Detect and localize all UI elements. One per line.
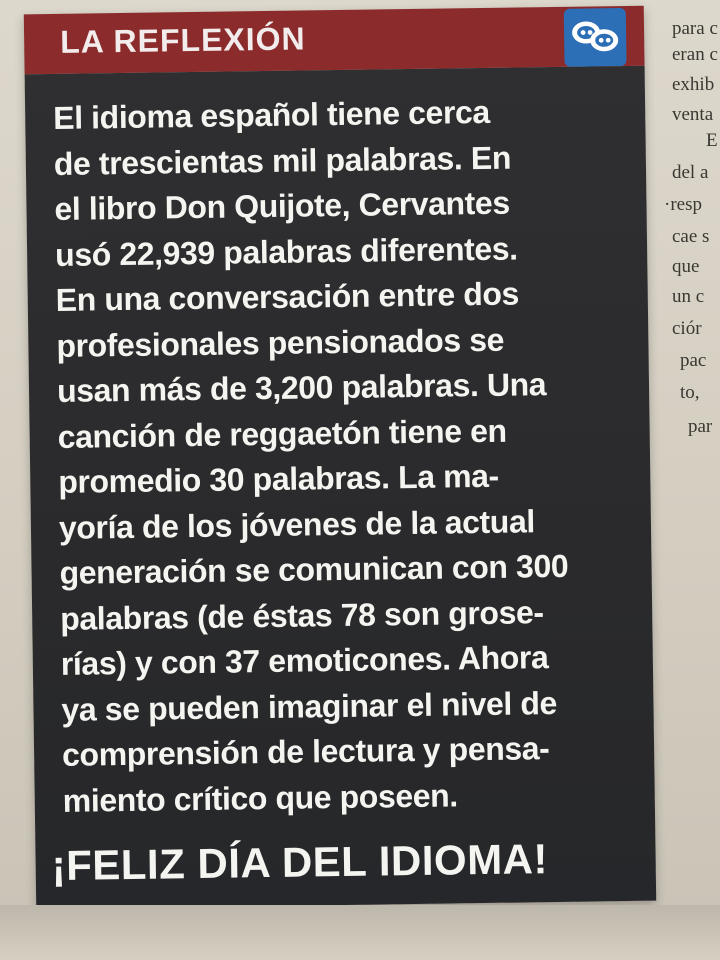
section-title: LA REFLEXIÓN <box>59 20 306 60</box>
side-line: eran c <box>672 44 718 65</box>
body-line: el libro Don Quijote, Cervantes <box>54 184 510 227</box>
body-line: miento crítico que poseen. <box>62 776 458 819</box>
side-line: ciór <box>672 318 702 339</box>
body-line: usan más de 3,200 palabras. Una <box>56 366 547 409</box>
body-line: yoría de los jóvenes de la actual <box>58 502 536 546</box>
side-line: del a <box>672 162 709 183</box>
page-bottom-fold <box>0 905 720 960</box>
chat-bubbles-icon <box>564 8 627 67</box>
side-line: ·resp <box>664 194 702 215</box>
side-line: venta <box>672 104 714 125</box>
body-line: usó 22,939 palabras diferentes. <box>54 230 518 273</box>
side-line: pac <box>680 350 707 371</box>
section-header <box>24 6 645 75</box>
body-line: canción de reggaetón tiene en <box>57 412 507 455</box>
body-line: ya se pueden imaginar el nivel de <box>61 684 558 728</box>
body-line: de trescientas mil palabras. En <box>53 139 512 182</box>
closing-headline: ¡FELIZ DÍA DEL IDIOMA! <box>51 835 549 890</box>
reflection-box <box>24 6 656 910</box>
side-line: exhib <box>672 74 715 95</box>
body-line: promedio 30 palabras. La ma- <box>58 457 500 500</box>
body-line: rías) y con 37 emoticones. Ahora <box>60 639 549 682</box>
article-body-panel <box>25 66 657 910</box>
side-line: to, <box>680 382 700 403</box>
side-line: que <box>672 256 700 277</box>
adjacent-column-text <box>650 0 720 960</box>
side-line: un c <box>672 286 705 307</box>
article-body-text <box>53 88 638 824</box>
body-line: El idioma español tiene cerca <box>52 93 491 136</box>
side-line: cae s <box>672 226 710 247</box>
body-line: palabras (de éstas 78 son grose- <box>59 593 544 637</box>
side-line: E <box>706 130 718 151</box>
body-line: En una conversación entre dos <box>55 275 520 318</box>
side-line: par <box>688 416 713 437</box>
body-line: comprensión de lectura y pensa- <box>61 730 550 773</box>
body-line: generación se comunican con 300 <box>59 547 569 591</box>
body-line: profesionales pensionados se <box>56 321 505 364</box>
side-line: para c <box>672 18 718 39</box>
